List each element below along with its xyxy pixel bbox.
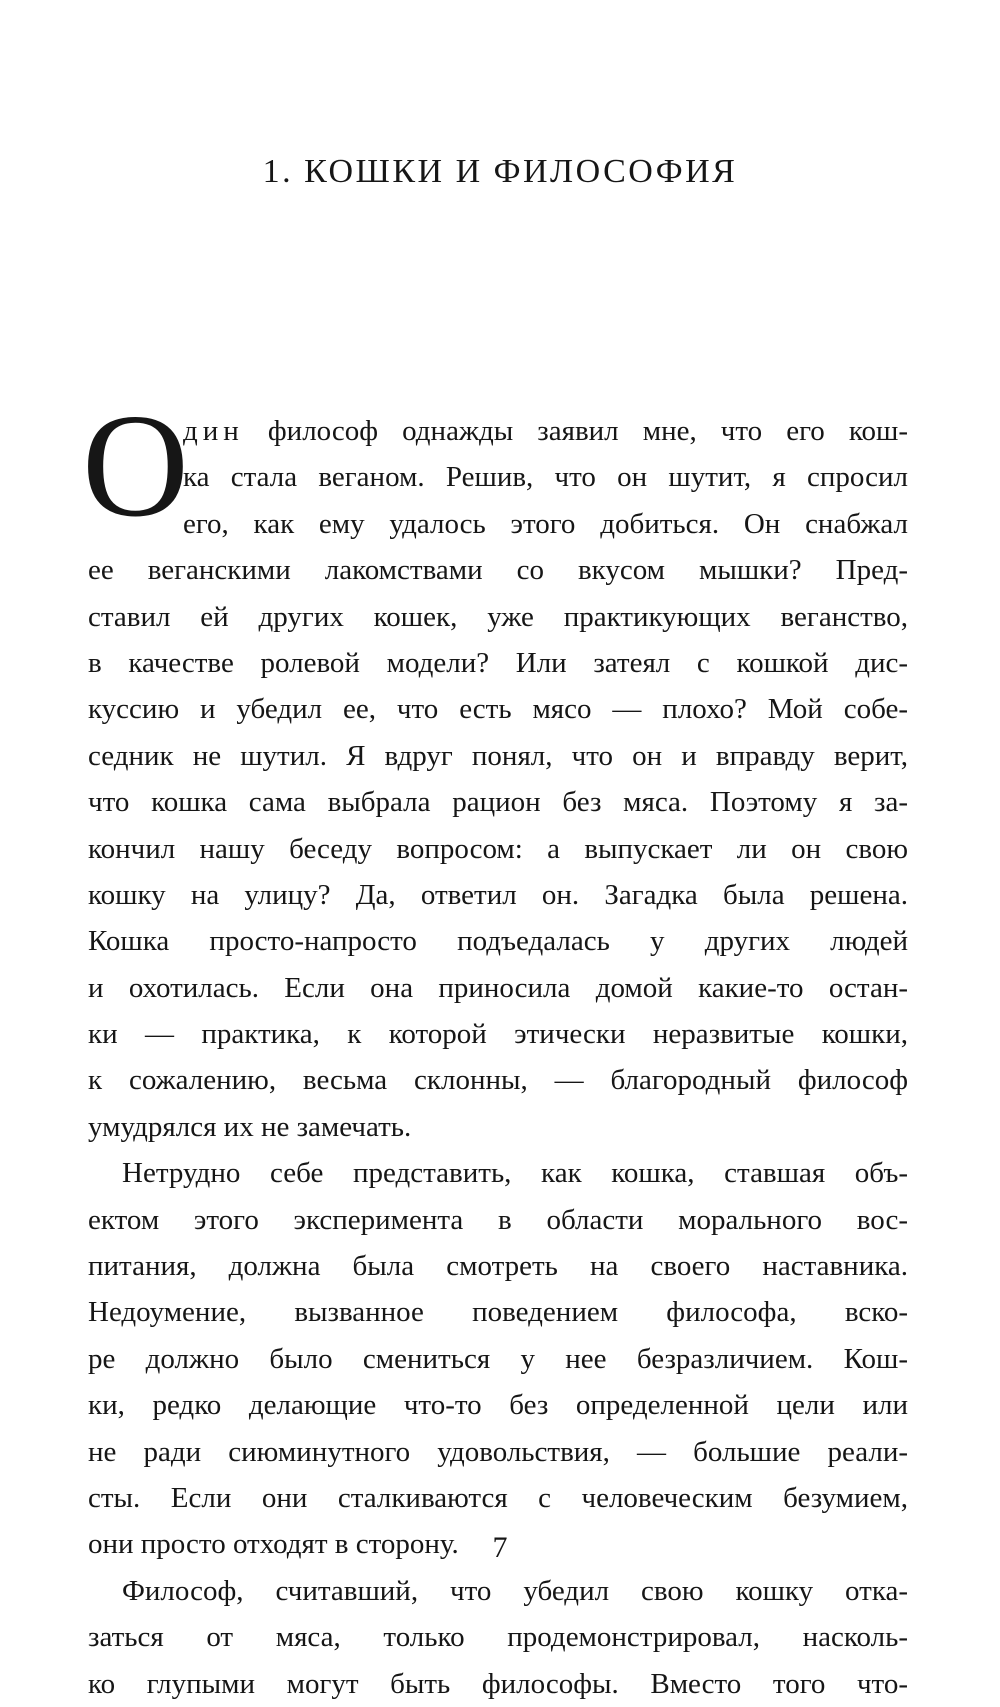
- page-number: 7: [492, 1531, 508, 1564]
- text-line: ки, редко делающие что-то без определенной цели или: [88, 1389, 908, 1422]
- text-line: кончил нашу беседу вопросом: а выпускает ли он свою: [88, 832, 908, 865]
- text-line: ставил ей других кошек, уже практикующих веганство,: [88, 600, 908, 633]
- drop-cap: О: [82, 384, 189, 548]
- text-line: умудрялся их не замечать.: [88, 1110, 412, 1143]
- text-line: ее веганскими лакомствами со вкусом мышки? Пред-: [88, 554, 908, 587]
- text-line: куссию и убедил ее, что есть мясо — плохо? Мой собе-: [88, 693, 908, 726]
- text-line: они просто отходят в сторону.: [88, 1528, 459, 1561]
- text-line: Кошка просто-напросто подъедалась у других людей: [88, 925, 908, 958]
- text-line: и охотилась. Если она приносила домой какие-то остан-: [88, 971, 908, 1004]
- text-line: в качестве ролевой модели? Или затеял с кошкой дис-: [88, 646, 908, 679]
- text-line: ко глупыми могут быть философы. Вместо того что-: [88, 1667, 908, 1700]
- text-line: ка стала веганом. Решив, что он шутит, я спросил: [183, 461, 908, 494]
- text-line: заться от мяса, только продемонстрировал, насколь-: [88, 1621, 908, 1654]
- text-line: его, как ему удалось этого добиться. Он снабжал: [183, 507, 908, 540]
- text-line: кошку на улицу? Да, ответил он. Загадка была решена.: [88, 878, 908, 911]
- lead-word: дин: [183, 415, 244, 447]
- text-line: Нетрудно себе представить, как кошка, ставшая объ-: [122, 1157, 908, 1190]
- text-line: Недоумение, вызванное поведением философа, вско-: [88, 1296, 908, 1329]
- chapter-title: 1. КОШКИ И ФИЛОСОФИЯ: [262, 153, 738, 190]
- text-line: Философ, считавший, что убедил свою кошку отка-: [122, 1574, 908, 1607]
- text-line: питания, должна была смотреть на своего наставника.: [88, 1250, 908, 1283]
- text-line: ектом этого эксперимента в области морального вос-: [88, 1203, 908, 1236]
- text-line: ки — практика, к которой этически неразвитые кошки,: [88, 1018, 908, 1051]
- line-rest: философ однажды заявил мне, что его кош-: [243, 415, 908, 447]
- text-line: седник не шутил. Я вдруг понял, что он и вправду верит,: [88, 739, 908, 772]
- text-line: что кошка сама выбрала рацион без мяса. Поэтому я за-: [88, 786, 908, 819]
- body-text: [82, 384, 908, 1707]
- text-line: [88, 408, 908, 454]
- text-line: ре должно было смениться у нее безразличием. Кош-: [88, 1342, 908, 1375]
- text-line: не ради сиюминутного удовольствия, — большие реали-: [88, 1435, 908, 1468]
- text-line: сты. Если они сталкиваются с человеческим безумием,: [88, 1481, 908, 1514]
- text-line: к сожалению, весьма склонны, — благородный философ: [88, 1064, 908, 1097]
